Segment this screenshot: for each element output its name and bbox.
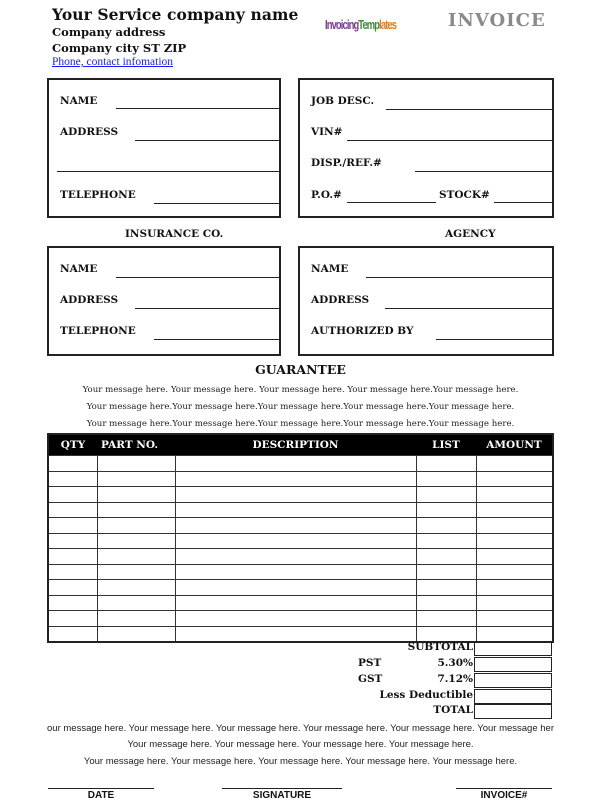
qty-cell[interactable] [48, 549, 97, 565]
table-row [48, 487, 553, 503]
amount-cell[interactable] [476, 580, 553, 596]
qty-cell[interactable] [48, 471, 97, 487]
table-row [48, 471, 553, 487]
insurance-address-field[interactable] [135, 308, 280, 309]
qty-cell[interactable] [48, 518, 97, 534]
insurance-title: INSURANCE CO. [125, 228, 224, 240]
list-cell[interactable] [416, 549, 476, 565]
table-row [48, 549, 553, 565]
invoice-number-label: INVOICE# [480, 790, 528, 801]
list-cell[interactable] [416, 487, 476, 503]
description-cell[interactable] [175, 487, 416, 503]
invoice-number-line[interactable] [456, 788, 552, 789]
less-deductible-label: Less Deductible [379, 689, 473, 701]
table-row [48, 595, 553, 611]
part-no-cell[interactable] [97, 456, 175, 472]
description-cell[interactable] [175, 471, 416, 487]
table-row [48, 580, 553, 596]
logo-part: lates [379, 17, 397, 32]
column-header-qty: QTY [48, 434, 97, 456]
logo-part: Temp [358, 17, 380, 32]
items-table [47, 433, 554, 643]
signature-label: SIGNATURE [252, 790, 312, 801]
agency-address-field[interactable] [385, 308, 553, 309]
stock-label: STOCK# [439, 189, 490, 201]
qty-cell[interactable] [48, 456, 97, 472]
amount-cell[interactable] [476, 502, 553, 518]
amount-cell[interactable] [476, 611, 553, 627]
customer-telephone-field[interactable] [154, 203, 280, 204]
job-desc-label: JOB DESC. [311, 95, 375, 107]
authorized-by-field[interactable] [436, 339, 553, 340]
part-no-cell[interactable] [97, 487, 175, 503]
footer-message: Your message here. Your message here. Your message here. Your message here. Your message here. [83, 756, 518, 767]
list-cell[interactable] [416, 595, 476, 611]
date-label: DATE [87, 790, 115, 801]
table-header-row [48, 434, 553, 456]
guarantee-message: Your message here. Your message here. Your message here. Your message here.Your message here. [82, 385, 519, 395]
list-cell[interactable] [416, 564, 476, 580]
pst-value[interactable] [474, 657, 552, 672]
pst-rate: 5.30% [437, 657, 473, 669]
invoice-title: INVOICE [448, 10, 546, 31]
part-no-cell[interactable] [97, 471, 175, 487]
table-row [48, 502, 553, 518]
qty-cell[interactable] [48, 595, 97, 611]
company-name: Your Service company name [52, 5, 299, 24]
table-row [48, 456, 553, 472]
amount-cell[interactable] [476, 487, 553, 503]
footer-message: Your message here. Your message here. Your message here. Your message here. [127, 739, 474, 750]
amount-cell[interactable] [476, 533, 553, 549]
customer-address-field[interactable] [135, 140, 280, 141]
guarantee-message: Your message here.Your message here.Your message here.Your message here.Your message here. [86, 419, 515, 429]
customer-telephone-label: TELEPHONE [60, 189, 136, 201]
amount-cell[interactable] [476, 518, 553, 534]
qty-cell[interactable] [48, 611, 97, 627]
part-no-cell[interactable] [97, 533, 175, 549]
list-cell[interactable] [416, 456, 476, 472]
insurance-telephone-field[interactable] [154, 339, 280, 340]
contact-info-link[interactable]: Phone, contact infomation [52, 56, 174, 68]
part-no-cell[interactable] [97, 611, 175, 627]
amount-cell[interactable] [476, 549, 553, 565]
amount-cell[interactable] [476, 595, 553, 611]
agency-name-label: NAME [311, 263, 349, 275]
agency-title: AGENCY [445, 228, 496, 240]
disp-ref-field[interactable] [415, 171, 553, 172]
logo-part: Invoicing [325, 17, 359, 32]
insurance-telephone-label: TELEPHONE [60, 325, 136, 337]
subtotal-value[interactable] [474, 641, 552, 656]
table-row [48, 626, 553, 642]
part-no-cell[interactable] [97, 580, 175, 596]
authorized-by-label: AUTHORIZED BY [311, 325, 414, 337]
signature-line[interactable] [222, 788, 342, 789]
disp-ref-label: DISP./REF.# [311, 157, 382, 169]
vin-label: VIN# [311, 126, 343, 138]
part-no-cell[interactable] [97, 502, 175, 518]
qty-cell[interactable] [48, 502, 97, 518]
customer-address-label: ADDRESS [60, 126, 119, 138]
table-row [48, 611, 553, 627]
job-desc-field[interactable] [386, 109, 553, 110]
guarantee-title: GUARANTEE [255, 362, 346, 377]
po-label: P.O.# [311, 189, 342, 201]
column-header-list: LIST [416, 434, 476, 456]
description-cell[interactable] [175, 611, 416, 627]
table-row [48, 533, 553, 549]
total-label: TOTAL [433, 704, 473, 716]
description-cell[interactable] [175, 518, 416, 534]
footer-message: our message here. Your message here. Your message here. Your message here. Your message here. Your message her [47, 723, 554, 734]
customer-name-field[interactable] [116, 108, 280, 109]
gst-label: GST [358, 673, 383, 685]
gst-rate: 7.12% [437, 673, 473, 685]
part-no-cell[interactable] [97, 549, 175, 565]
list-cell[interactable] [416, 533, 476, 549]
description-cell[interactable] [175, 580, 416, 596]
part-no-cell[interactable] [97, 564, 175, 580]
agency-address-label: ADDRESS [311, 294, 370, 306]
description-cell[interactable] [175, 456, 416, 472]
insurance-name-label: NAME [60, 263, 98, 275]
company-city: Company city ST ZIP [52, 41, 187, 55]
table-row [48, 564, 553, 580]
description-cell[interactable] [175, 564, 416, 580]
column-header-part-no: PART NO. [97, 434, 175, 456]
pst-label: PST [358, 657, 382, 669]
company-address: Company address [52, 25, 166, 39]
qty-cell[interactable] [48, 564, 97, 580]
po-field[interactable] [347, 202, 436, 203]
amount-cell[interactable] [476, 626, 553, 642]
insurance-name-field[interactable] [116, 277, 280, 278]
table-row [48, 518, 553, 534]
description-cell[interactable] [175, 549, 416, 565]
list-cell[interactable] [416, 471, 476, 487]
subtotal-label: SUBTOTAL [407, 641, 473, 653]
agency-name-field[interactable] [366, 277, 553, 278]
amount-cell[interactable] [476, 564, 553, 580]
part-no-cell[interactable] [97, 518, 175, 534]
date-line[interactable] [48, 788, 154, 789]
list-cell[interactable] [416, 611, 476, 627]
amount-cell[interactable] [476, 456, 553, 472]
total-value[interactable] [474, 704, 552, 719]
customer-address-field-2[interactable] [57, 171, 280, 172]
column-header-description: DESCRIPTION [175, 434, 416, 456]
column-header-amount: AMOUNT [476, 434, 553, 456]
part-no-cell[interactable] [97, 626, 175, 642]
qty-cell[interactable] [48, 580, 97, 596]
customer-name-label: NAME [60, 95, 98, 107]
gst-value[interactable] [474, 673, 552, 688]
less-deductible-value[interactable] [474, 689, 552, 704]
list-cell[interactable] [416, 502, 476, 518]
qty-cell[interactable] [48, 487, 97, 503]
description-cell[interactable] [175, 502, 416, 518]
list-cell[interactable] [416, 626, 476, 642]
amount-cell[interactable] [476, 471, 553, 487]
description-cell[interactable] [175, 626, 416, 642]
stock-field[interactable] [494, 202, 553, 203]
list-cell[interactable] [416, 518, 476, 534]
description-cell[interactable] [175, 595, 416, 611]
insurance-address-label: ADDRESS [60, 294, 119, 306]
invoicing-templates-logo [325, 17, 396, 32]
description-cell[interactable] [175, 533, 416, 549]
vin-field[interactable] [347, 140, 553, 141]
qty-cell[interactable] [48, 533, 97, 549]
qty-cell[interactable] [48, 626, 97, 642]
list-cell[interactable] [416, 580, 476, 596]
guarantee-message: Your message here.Your message here.Your message here.Your message here.Your message here. [86, 402, 515, 412]
part-no-cell[interactable] [97, 595, 175, 611]
